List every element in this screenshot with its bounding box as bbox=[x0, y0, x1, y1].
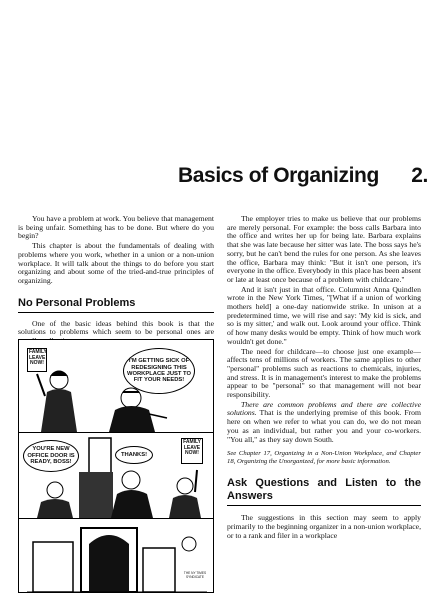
emphasis-text: There are common problems and there are collective solutions. bbox=[227, 399, 421, 418]
speech-bubble: THANKS! bbox=[115, 446, 153, 464]
speech-bubble: I'M GETTING SICK OF REDESIGNING THIS WORKPLACE JUST TO FIT YOUR NEEDS! bbox=[123, 348, 195, 394]
emphasis-paragraph bbox=[227, 401, 421, 445]
cartoon-strip bbox=[18, 339, 214, 593]
speech-bubble: YOU'RE NEW OFFICE DOOR IS READY, BOSS! bbox=[23, 440, 79, 472]
left-column bbox=[18, 215, 214, 346]
cartoon-panel-1 bbox=[19, 340, 213, 433]
family-leave-sign: FAMILY LEAVE NOW! bbox=[181, 438, 203, 464]
body-paragraph: The employer tries to make us believe that our problems are merely personal. For example: the boss calls Barbara into the office and writes her up for being late. Barbara explains that she was late because her sitter was late. The boss says he's sorry, but he can't bend the rules for one person. As she leaves the office, Barbara may think: "But it isn't one person, it's everyone in the office. Everybody in this place has been absent or late at least once because of a problem with childcare." bbox=[227, 214, 421, 284]
chapter-title-text: Basics of Organizing bbox=[178, 164, 379, 187]
body-paragraph: And it isn't just in that office. Columnist Anna Quindlen wrote in the New York Times, "[What if a union of working mothers held] a one-day nationwide strike. In unison at a predetermined time, we will rise and say: 'My kid is sick, and so is my sitter,' and walk out. Look around your office. Think of how many desks would be empty. Think of how much work wouldn't get done." bbox=[227, 284, 421, 346]
section-heading-no-personal-problems: No Personal Problems bbox=[18, 297, 214, 313]
chapter-reference-note: See Chapter 17, Organizing in a Non-Union Workplace, and Chapter 18, Organizing the Unorganized, for more basic information. bbox=[227, 450, 421, 465]
cartoon-credit: THE NY TIMES SYNDICATE bbox=[183, 571, 207, 579]
panel-3-drawing bbox=[19, 518, 213, 592]
section-paragraph: The suggestions in this section may seem to apply primarily to the beginning organizer in a non-union workplace, or to a rank and filer in a workplace bbox=[227, 513, 421, 540]
body-paragraph: The need for childcare—to choose just one example—affects tens of millions of workers. The same applies to other "personal" problems such as reactions to chemicals, injuries, and stress. It is in management's interest to make the problems appear to be "personal" so that management will not bear responsibility. bbox=[227, 346, 421, 400]
section-heading-ask-questions: Ask Questions and Listen to the Answers bbox=[227, 477, 421, 506]
cartoon-panel-3 bbox=[19, 518, 213, 592]
chapter-title bbox=[178, 158, 428, 188]
chapter-number: 2. bbox=[411, 164, 428, 187]
family-leave-sign: FAMILY LEAVE NOW! bbox=[27, 348, 47, 372]
right-column bbox=[227, 215, 421, 540]
intro-paragraph: You have a problem at work. You believe that management is being unfair. Something has to be done. But where do you begin? bbox=[18, 214, 214, 241]
emphasis-continuation: That is the underlying premise of this book. From here on when we refer to what you can do, we do not mean you as an individual, but rather you and your co-workers. "You all," as they say down South. bbox=[227, 408, 421, 444]
intro-paragraph: This chapter is about the fundamentals of dealing with problems where you work, whether in a union or a non-union workplace. It will talk about the things to do before you start organizing and about some of the tried-and-true principles of organizing. bbox=[18, 241, 214, 285]
section-paragraph: One of the basic ideas behind this book is that the solutions to problems which seem to be personal ones are bbox=[18, 318, 214, 337]
cartoon-panel-2 bbox=[19, 432, 213, 519]
